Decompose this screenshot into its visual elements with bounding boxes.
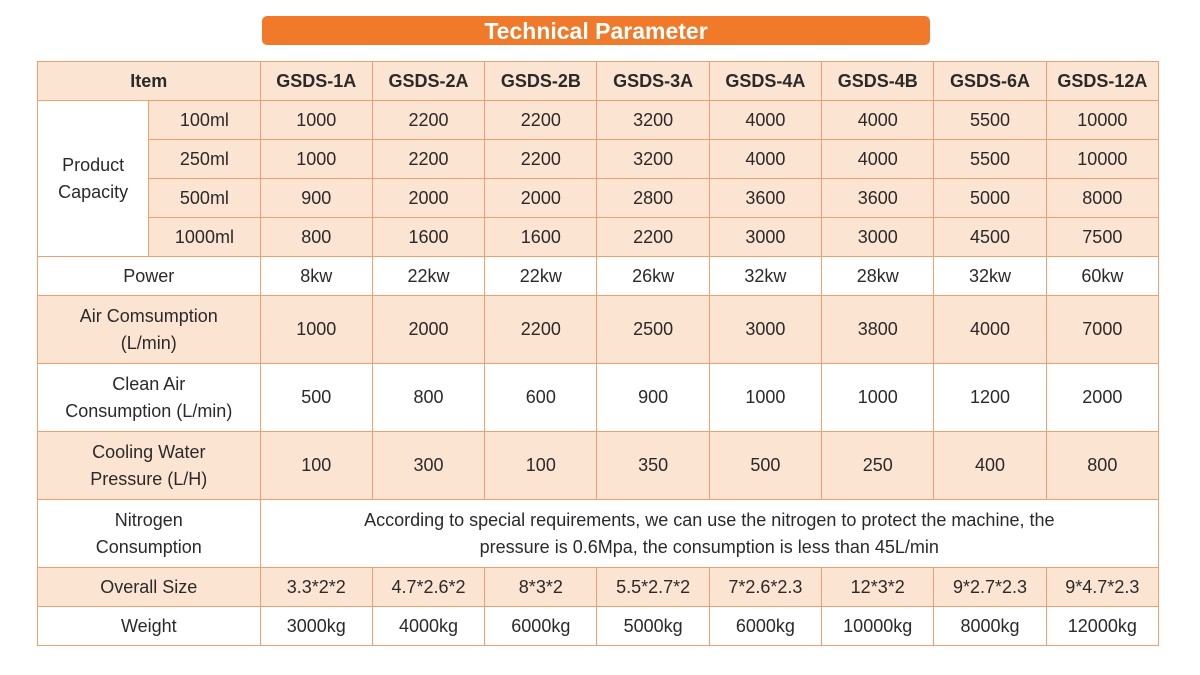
- label-line: Capacity: [58, 181, 129, 202]
- table-cell: 3600: [822, 179, 934, 218]
- table-cell: 1000: [260, 296, 372, 364]
- table-cell: 7*2.6*2.3: [709, 568, 821, 607]
- model-header: GSDS-4A: [709, 62, 821, 101]
- table-cell: 9*2.7*2.3: [934, 568, 1046, 607]
- table-cell: 2000: [372, 296, 484, 364]
- table-cell: 22kw: [485, 257, 597, 296]
- model-header: GSDS-12A: [1046, 62, 1158, 101]
- table-cell: 10000: [1046, 101, 1158, 140]
- table-cell: 4000kg: [372, 607, 484, 646]
- table-cell: 4000: [709, 101, 821, 140]
- table-cell: 350: [597, 432, 709, 500]
- model-header: GSDS-6A: [934, 62, 1046, 101]
- model-header: GSDS-2B: [485, 62, 597, 101]
- capacity-row-100ml: [38, 101, 1159, 140]
- item-header: Item: [38, 62, 261, 101]
- table-cell: 9*4.7*2.3: [1046, 568, 1158, 607]
- table-cell: 900: [597, 364, 709, 432]
- table-cell: 7000: [1046, 296, 1158, 364]
- table-cell: 100: [485, 432, 597, 500]
- table-cell: 300: [372, 432, 484, 500]
- table-cell: 1000: [260, 101, 372, 140]
- label-line: Consumption: [95, 536, 202, 557]
- table-cell: 500: [709, 432, 821, 500]
- label-line: Product: [62, 154, 125, 175]
- row-label: [38, 500, 261, 568]
- label-line: Cooling Water: [92, 441, 206, 462]
- volume-label: 250ml: [149, 140, 260, 179]
- row-label: Weight: [38, 607, 261, 646]
- table-cell: 800: [372, 364, 484, 432]
- table-cell: 32kw: [709, 257, 821, 296]
- overall-size-row: [38, 568, 1159, 607]
- table-cell: 3600: [709, 179, 821, 218]
- table-cell: 800: [1046, 432, 1158, 500]
- volume-label: 100ml: [149, 101, 260, 140]
- table-cell: 3.3*2*2: [260, 568, 372, 607]
- capacity-row-500ml: [38, 179, 1159, 218]
- table-cell: 4000: [709, 140, 821, 179]
- model-header: GSDS-1A: [260, 62, 372, 101]
- table-cell: 500: [260, 364, 372, 432]
- label-line: (L/min): [120, 332, 177, 353]
- table-cell: 4500: [934, 218, 1046, 257]
- table-cell: 1000: [822, 364, 934, 432]
- table-cell: 5000: [934, 179, 1046, 218]
- table-cell: 250: [822, 432, 934, 500]
- table-cell: 12000kg: [1046, 607, 1158, 646]
- table-cell: 6000kg: [709, 607, 821, 646]
- table-cell: 1000: [260, 140, 372, 179]
- air-consumption-row: [38, 296, 1159, 364]
- table-cell: 8000: [1046, 179, 1158, 218]
- table-cell: 2200: [597, 218, 709, 257]
- clean-air-row: [38, 364, 1159, 432]
- table-cell: 2200: [485, 296, 597, 364]
- table-cell: 6000kg: [485, 607, 597, 646]
- table-cell: 1600: [485, 218, 597, 257]
- table-cell: 4000: [822, 140, 934, 179]
- label-line: Consumption (L/min): [65, 400, 233, 421]
- capacity-row-1000ml: [38, 218, 1159, 257]
- table-cell: 400: [934, 432, 1046, 500]
- table-cell: 1200: [934, 364, 1046, 432]
- nitrogen-note: [260, 500, 1158, 568]
- table-cell: 600: [485, 364, 597, 432]
- row-label: [38, 432, 261, 500]
- table-cell: 10000: [1046, 140, 1158, 179]
- table-cell: 5000kg: [597, 607, 709, 646]
- weight-row: [38, 607, 1159, 646]
- table-cell: 7500: [1046, 218, 1158, 257]
- table-cell: 32kw: [934, 257, 1046, 296]
- row-label: [38, 296, 261, 364]
- table-cell: 2800: [597, 179, 709, 218]
- model-header: GSDS-2A: [372, 62, 484, 101]
- table-cell: 2000: [1046, 364, 1158, 432]
- table-cell: 3200: [597, 101, 709, 140]
- table-cell: 5.5*2.7*2: [597, 568, 709, 607]
- cooling-water-row: [38, 432, 1159, 500]
- table-cell: 2500: [597, 296, 709, 364]
- volume-label: 500ml: [149, 179, 260, 218]
- volume-label: 1000ml: [149, 218, 260, 257]
- page-title: Technical Parameter: [262, 16, 930, 45]
- table-cell: 28kw: [822, 257, 934, 296]
- row-label: Power: [38, 257, 261, 296]
- table-cell: 8kw: [260, 257, 372, 296]
- table-cell: 60kw: [1046, 257, 1158, 296]
- table-cell: 2200: [372, 101, 484, 140]
- header-row: [38, 62, 1159, 101]
- table-cell: 2000: [485, 179, 597, 218]
- table-cell: 5500: [934, 101, 1046, 140]
- table-cell: 3200: [597, 140, 709, 179]
- nitrogen-row: [38, 500, 1159, 568]
- product-capacity-label: [38, 101, 149, 257]
- note-line: According to special requirements, we can use the nitrogen to protect the machine, the: [364, 509, 1055, 530]
- table-cell: 2000: [372, 179, 484, 218]
- table-cell: 8000kg: [934, 607, 1046, 646]
- table-cell: 4000: [934, 296, 1046, 364]
- row-label: [38, 364, 261, 432]
- table-cell: 4.7*2.6*2: [372, 568, 484, 607]
- model-header: GSDS-3A: [597, 62, 709, 101]
- table-cell: 3000: [709, 218, 821, 257]
- parameter-table: [37, 61, 1159, 646]
- table-cell: 900: [260, 179, 372, 218]
- table-cell: 3000: [822, 218, 934, 257]
- table-cell: 3000: [709, 296, 821, 364]
- label-line: Nitrogen: [114, 509, 183, 530]
- label-line: Air Comsumption: [79, 305, 218, 326]
- table-cell: 8*3*2: [485, 568, 597, 607]
- capacity-row-250ml: [38, 140, 1159, 179]
- table-cell: 3800: [822, 296, 934, 364]
- note-line: pressure is 0.6Mpa, the consumption is less than 45L/min: [479, 536, 939, 557]
- table-cell: 800: [260, 218, 372, 257]
- model-header: GSDS-4B: [822, 62, 934, 101]
- table-cell: 3000kg: [260, 607, 372, 646]
- table-cell: 2200: [485, 140, 597, 179]
- table-cell: 1000: [709, 364, 821, 432]
- table-cell: 100: [260, 432, 372, 500]
- label-line: Clean Air: [112, 373, 186, 394]
- table-cell: 2200: [372, 140, 484, 179]
- table-cell: 4000: [822, 101, 934, 140]
- table-cell: 2200: [485, 101, 597, 140]
- row-label: Overall Size: [38, 568, 261, 607]
- table-cell: 12*3*2: [822, 568, 934, 607]
- table-cell: 5500: [934, 140, 1046, 179]
- label-line: Pressure (L/H): [90, 468, 208, 489]
- power-row: [38, 257, 1159, 296]
- table-cell: 26kw: [597, 257, 709, 296]
- table-cell: 10000kg: [822, 607, 934, 646]
- table-cell: 22kw: [372, 257, 484, 296]
- table-cell: 1600: [372, 218, 484, 257]
